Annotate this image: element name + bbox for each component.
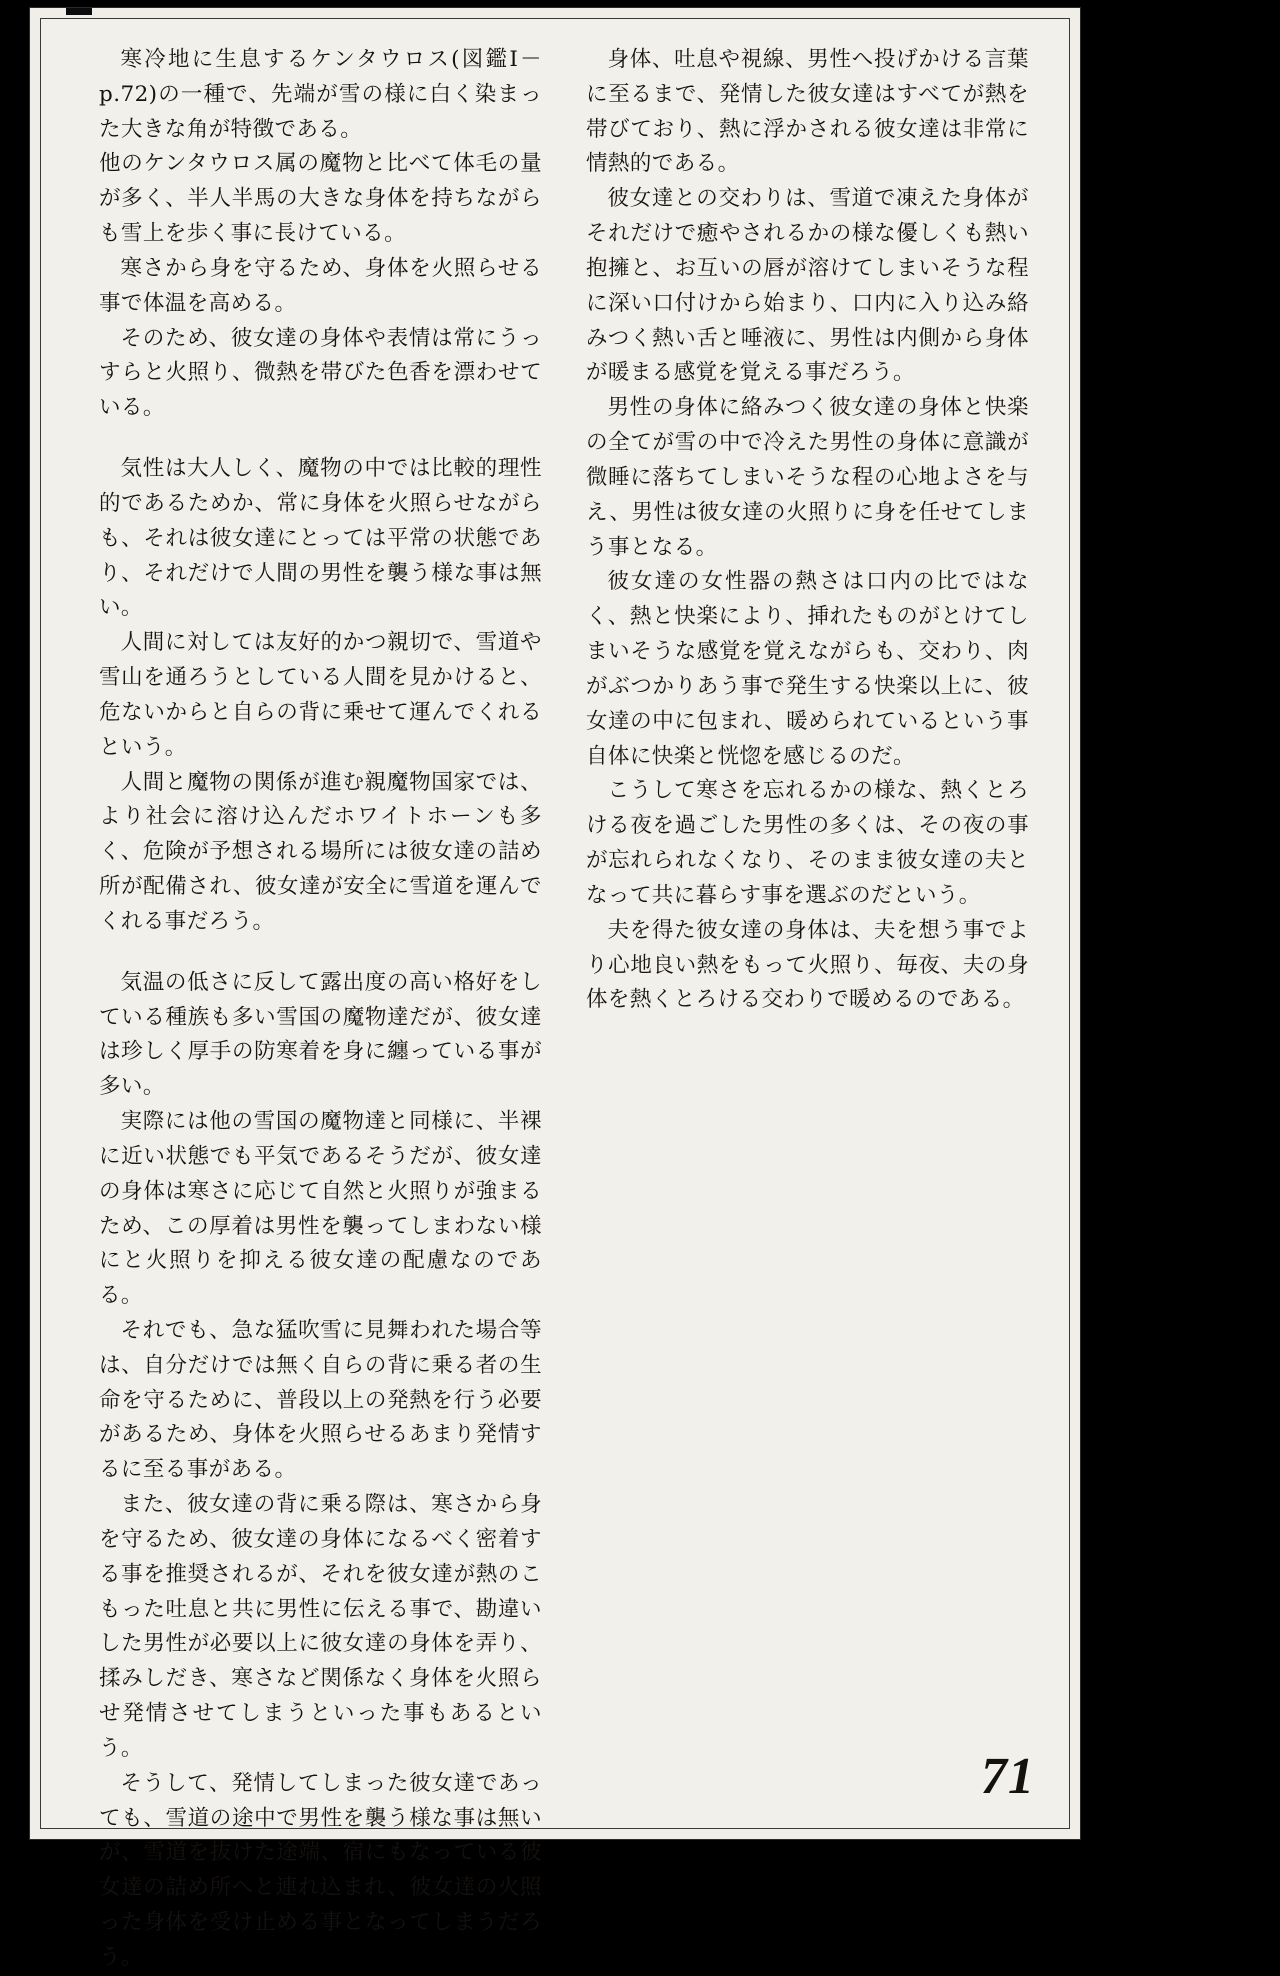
paragraph: 他のケンタウロス属の魔物と比べて体毛の量が多く、半人半馬の大きな身体を持ちながらも雪上を歩く事に長けている。 [99, 151, 542, 247]
left-column [99, 43, 543, 1970]
paragraph: そのため、彼女達の身体や表情は常にうっすらと火照り、微熱を帯びた色香を漂わせている。 [99, 325, 542, 421]
paragraph: それでも、急な猛吹雪に見舞われた場合等は、自分だけでは無く自らの背に乗る者の生命を守るために、普段以上の発熱を行う必要があるため、身体を火照らせるあまり発情するに至る事がある。 [99, 1317, 542, 1483]
book-page [30, 8, 1080, 1970]
paragraph: こうして寒さを忘れるかの様な、熱くとろける夜を過ごした男性の多くは、その夜の事が忘れられなくなり、そのまま彼女達の夫となって共に暮らす事を選ぶのだという。 [586, 778, 1029, 908]
paragraph: また、彼女達の背に乗る際は、寒さから身を守るため、彼女達の身体になるべく密着する事を推奨されるが、それを彼女達が熱のこもった吐息と共に男性に伝える事で、勘違いした男性が必要以上に彼女達の身体を弄り、揉みしだき、寒さなど関係なく身体を火照らせ発情させてしまうといった事もあるという。 [99, 1492, 543, 1761]
paragraph: 彼女達の女性器の熱さは口内の比ではなく、熱と快楽により、挿れたものがとけてしまいそうな感覚を覚えながらも、交わり、肉がぶつかりあう事で発生する快楽以上に、彼女達の中に包まれ、暖められているという事自体に快楽と恍惚を感じるのだ。 [586, 569, 1029, 769]
paragraph: 人間と魔物の関係が進む親魔物国家では、より社会に溶け込んだホワイトホーンも多く、危険が予想される場所には彼女達の詰め所が配備され、彼女達が安全に雪道を運んでくれる事だろう。 [99, 769, 542, 934]
paragraph: 身体、吐息や視線、男性へ投げかける言葉に至るまで、発情した彼女達はすべてが熱を帯びており、熱に浮かされる彼女達は非常に情熱的である。 [586, 47, 1029, 177]
right-column [586, 43, 1029, 1743]
page-number: 71 [980, 1748, 1035, 1805]
paragraph: 寒さから身を守るため、身体を火照らせる事で体温を高める。 [99, 255, 542, 316]
paragraph: 寒冷地に生息するケンタウロス(図鑑Ⅰ－p.72)の一種で、先端が雪の様に白く染まった大きな角が特徴である。 [99, 47, 542, 142]
paragraph: 夫を得た彼女達の身体は、夫を想う事でより心地良い熱をもって火照り、毎夜、夫の身体を熱くとろける交わりで暖めるのである。 [586, 917, 1029, 1013]
page-border [40, 18, 1070, 1970]
paragraph: 人間に対しては友好的かつ親切で、雪道や雪山を通ろうとしている人間を見かけると、危ないからと自らの背に乗せて運んでくれるという。 [99, 630, 542, 760]
paragraph: 気性は大人しく、魔物の中では比較的理性的であるためか、常に身体を火照らせながらも、それは彼女達にとっては平常の状態であり、それだけで人間の男性を襲う様な事は無い。 [99, 456, 542, 621]
paragraph: そうして、発情してしまった彼女達であっても、雪道の途中で男性を襲う様な事は無いが、雪道を抜けた途端、宿にもなっている彼女達の詰め所へと連れ込まれ、彼女達の火照った身体を受け止める事となってしまうだろう。 [99, 1770, 542, 1970]
page-edge-mark [66, 8, 92, 15]
paragraph: 男性の身体に絡みつく彼女達の身体と快楽の全てが雪の中で冷えた男性の身体に意識が微睡に落ちてしまいそうな程の心地よさを与え、男性は彼女達の火照りに身を任せてしまう事となる。 [586, 395, 1029, 560]
paragraph: 彼女達との交わりは、雪道で凍えた身体がそれだけで癒やされるかの様な優しくも熱い抱擁と、お互いの唇が溶けてしまいそうな程に深い口付けから始まり、口内に入り込み絡みつく熱い舌と唾液に、男性は内側から身体が暖まる感覚を覚える事だろう。 [586, 186, 1029, 386]
paragraph-gap [99, 426, 542, 452]
paragraph-gap [99, 940, 542, 966]
paragraph: 気温の低さに反して露出度の高い格好をしている種族も多い雪国の魔物達だが、彼女達は珍しく厚手の防寒着を身に纏っている事が多い。 [99, 969, 542, 1100]
paragraph: 実際には他の雪国の魔物達と同様に、半裸に近い状態でも平気であるそうだが、彼女達の身体は寒さに応じて自然と火照りが強まるため、この厚着は男性を襲ってしまわない様にと火照りを抑える彼女達の配慮なのである。 [99, 1109, 542, 1309]
